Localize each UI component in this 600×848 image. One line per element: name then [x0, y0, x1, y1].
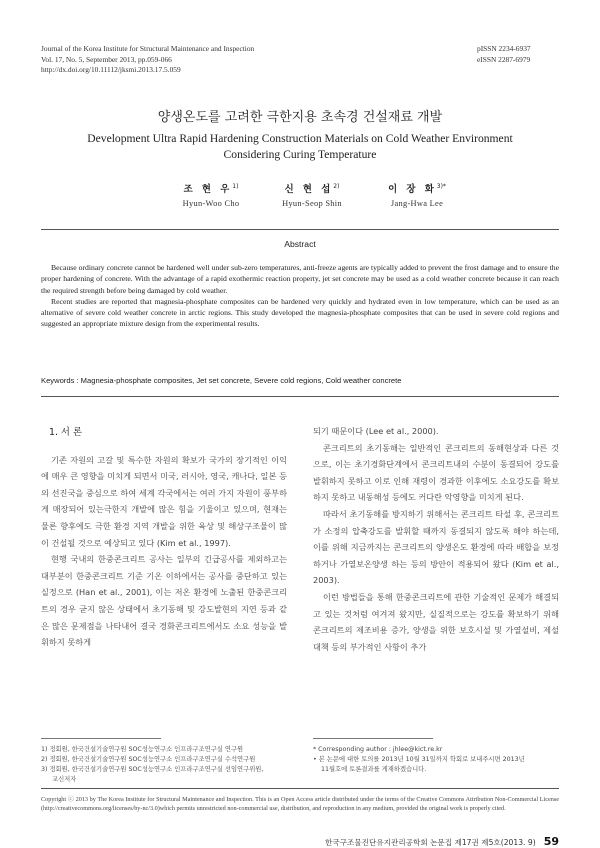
section-heading: 1. 서 론 [49, 427, 83, 438]
journal-volume: Vol. 17, No. 5, September 2013, pp.059-066 [41, 54, 172, 64]
footnote: 1) 정회원, 한국건설기술연구원 SOC성능연구소 인프라구조연구실 연구원 [41, 746, 244, 753]
footnote: 교신저자 [52, 776, 77, 783]
author-affil-mark: 3)* [436, 182, 446, 190]
copyright-notice: Copyright ⓒ 2013 by The Korea Institute for Structural Maintenance and Inspection. This is an Open Access article distributed under the terms of the Creative Commons Attribution Non-Commercial License (http://creativecommons.org/licenses/by-nc/3.0)which permits unrestricted non-commercial use, distribution, and reproduction in any medium, provided the original work is properly cited. [41, 796, 559, 813]
eissn: eISSN 2287-6979 [477, 54, 531, 64]
footnote: 2) 정회원, 한국건설기술연구원 SOC성능연구소 인프라구조연구실 수석연구원 [41, 756, 256, 763]
footnotes-correspondence [313, 745, 559, 775]
author-affil-mark: 2) [333, 182, 340, 190]
title-english [60, 131, 540, 163]
author-name-en: Hyun-Woo Cho [182, 199, 240, 208]
page-footer [325, 835, 559, 848]
pissn: pISSN 2234-6937 [477, 44, 531, 53]
title-english-line1: Development Ultra Rapid Hardening Construction Materials on Cold Weather Environment [87, 132, 513, 145]
footnote-rule-right [313, 738, 433, 739]
footnote: 3) 정회원, 한국건설기술연구원 SOC성능연구소 인프라구조연구실 선임연구위원, [41, 766, 264, 773]
title-english-line2: Considering Curing Temperature [223, 148, 377, 161]
author-name-ko: 조 현 우 [183, 184, 233, 195]
keywords: Keywords : Magnesia-phosphate composites, Jet set concrete, Severe cold regions, Cold weather concrete [41, 376, 402, 385]
author-affil-mark: 1) [232, 182, 239, 190]
page-number: 59 [543, 835, 559, 848]
abstract-paragraph-1: Because ordinary concrete cannot be hardened well under sub-zero temperatures, anti-freeze agents are typically added to prevent the frost damage and to ensure the proper hardening of concrete. With the advantage of a rapid exothermic reaction property, jet set concrete may be used as a cold weather concrete because it can reach the required strength before being damaged by cold weather. [41, 263, 559, 295]
footer-journal: 한국구조물진단유지관리공학회 논문집 제17권 제5호(2013. 9) [324, 838, 536, 847]
abstract-bottom-rule [41, 396, 559, 397]
journal-name: Journal of the Korea Institute for Structural Maintenance and Inspection [41, 44, 255, 53]
footnote-rule-left [41, 738, 161, 739]
body-paragraph: 콘크리트의 초기동해는 일반적인 콘크리트의 동해현상과 다른 것으로, 이는 초기경화단계에서 콘크리트내의 수분이 동결되어 강도를 발휘하지 못하고 이로 인해 재령이 경과한 이후에도 소요강도를 확보하지 못하고 내동해성 등에도 커다란 악영향을 미치게 된다. [313, 442, 559, 503]
issn-block [477, 44, 559, 65]
body-paragraph: 기존 자원의 고갈 및 특수한 자원의 확보가 국가의 장기적인 이익에 매우 큰 영향을 미치게 되면서 미국, 러시아, 영국, 캐나다, 일본 등의 선진국을 중심으로 하여 세계 각국에서는 여러 가지 자원이 풍부하게 매장되어 있는극한지 개발에 많은 힘을 기울이고 있으며, 현재는 물론 향후에도 극한 환경 지역 개발을 위한 육상 및 해상구조물이 많이 건설될 것으로 예상되고 있다 (Kim et al., 1997). [41, 454, 287, 548]
abstract-paragraph-2: Recent studies are reported that magnesia-phosphate composites can be hardened very quickly and hydrated even in low temperature, which can be used as an alternative of severe cold weather concrete in arctic regions. This study developed the magnesia-phosphate composites that can be used in severe cold regions and suggested an appropriate mixture design from the experimental results. [41, 296, 559, 329]
title-korean: 양생온도를 고려한 극한지용 초속경 건설재료 개발 [157, 110, 443, 125]
abstract-top-rule [41, 229, 559, 230]
author-name-en: Hyun-Seop Shin [282, 199, 342, 208]
copyright-rule [41, 788, 559, 789]
author-name-en: Jang-Hwa Lee [390, 199, 444, 208]
author-name-ko: 신 현 섭 [284, 184, 334, 195]
body-paragraph: 이런 방법들을 통해 한중콘크리트에 관한 기술적인 문제가 해결되고 있는 것처럼 여겨져 왔지만, 실질적으로는 강도를 확보하기 위해 콘크리트의 제조비용 증가, 양생을 위한 보호시설 및 가열설비, 제설대책 등의 부가적인 사항이 추가 [313, 591, 559, 652]
body-column-right [313, 423, 559, 655]
doi-link[interactable]: http://dx.doi.org/10.11112/jksmi.2013.17.5.059 [41, 65, 181, 75]
abstract-body [41, 262, 559, 330]
author-name-ko: 이 장 화 [388, 184, 437, 195]
author-3 [357, 181, 477, 208]
footnote: 11월호에 토론결과를 게재하겠습니다. [321, 766, 427, 773]
corresponding-author: * Corresponding author : jhlee@kict.re.kr [313, 746, 443, 753]
footnote: • 본 논문에 대한 토의를 2013년 10월 31일까지 학회로 보내주시면 2013년 [313, 756, 525, 763]
body-paragraph: 되기 때문이다 (Lee et al., 2000). [313, 426, 439, 436]
body-paragraph: 현행 국내의 한중콘크리트 공사는 일부의 긴급공사를 제외하고는 대부분이 한중콘크리트 기준 기온 이하에서는 공사를 중단하고 있는 실정으로 (Han et al., 2001), 이는 저온 환경에 노출된 한중콘크리트의 경우 굳지 않은 상태에서 초기동해 및 강도발현의 지연 등과 같은 많은 문제점을 나타내어 결국 경화콘크리트에서도 소요 성능을 발휘하지 못하게 [41, 554, 287, 648]
body-column-left [41, 425, 287, 651]
abstract-heading: Abstract [284, 239, 316, 249]
body-paragraph: 따라서 초기동해를 방지하기 위해서는 콘크리트 타설 후, 콘크리트가 소정의 압축강도를 발휘할 때까지 동결되지 않도록 해야 하는데, 이를 위해 지금까지는 콘크리트의 양생온도 환경에 따라 배합을 보정하거나 가열보온양생 하는 등의 방안이 적용되어 왔다 (Kim et al., 2003). [313, 508, 559, 586]
footnotes-affiliations [41, 745, 291, 785]
author-2 [252, 181, 372, 208]
journal-header [41, 44, 254, 76]
